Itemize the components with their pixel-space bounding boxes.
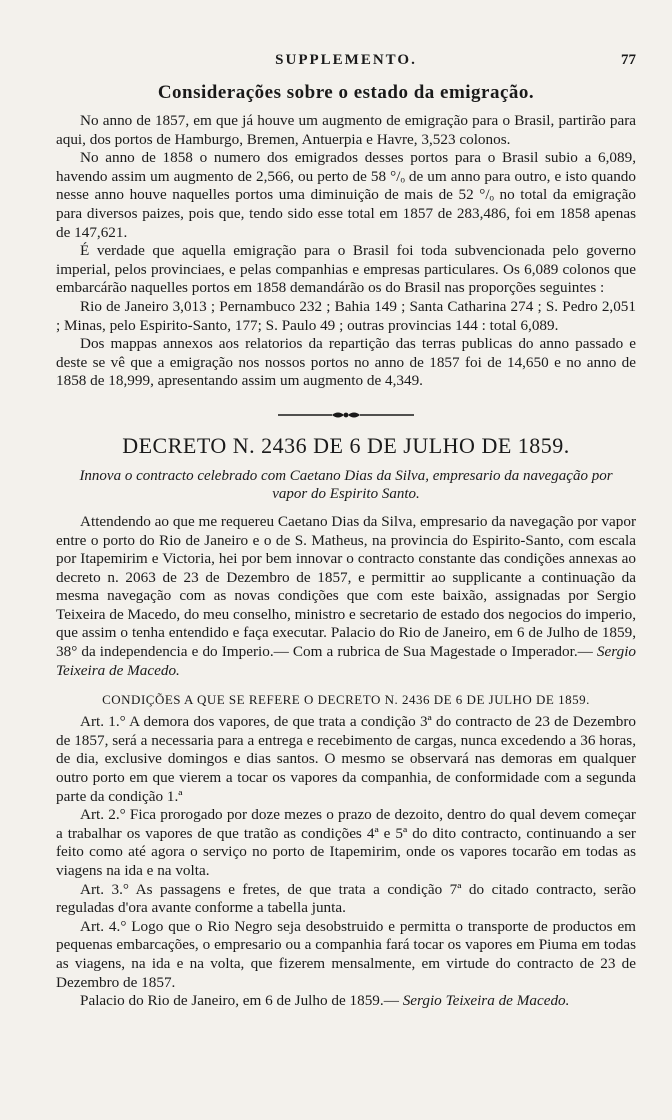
running-title: SUPPLEMENTO. [275,52,417,68]
article-2: Art. 2.° Fica prorogado por doze mezes o prazo de dezoito, dentro do qual devem começar a trabalhar os vapores de que tratão as condições 4ª e 5ª do dito contracto, continuando a ser feito como até agora o serviço no porto de Itapemirim, onde os vapores tocarão em todas as viagens na ida e na volta. [56,806,636,879]
emigration-paragraph-4: Rio de Janeiro 3,013 ; Pernambuco 232 ; Bahia 149 ; Santa Catharina 274 ; S. Pedro 2,051 ; Minas, pelo Espirito-Santo, 177; S. Paulo 49 ; outras provincias 144 : total 6,089. [56,297,636,334]
running-head [56,52,636,78]
decree-body [56,513,636,680]
emigration-paragraph-1: No anno de 1857, em que já houve um augmento de emigração para o Brasil, partirão para aqui, dos portos de Hamburgo, Bremen, Antuerpia e Havre, 3,523 colonos. [56,112,636,148]
decree-signature: Sergio Teixeira de Macedo. [56,643,637,679]
decree-body-text: Attendendo ao que me requereu Caetano Dias da Silva, empresario da navegação por vapor entre o porto do Rio de Janeiro e o de S. Matheus, na provincia do Espirito-Santo, com escala por Itapemirim e Victoria, hei por bem innovar o contracto constante das condições annexas ao decreto n. 2063 de 23 de Dezembro de 1857, e permittir ao supplicante a continuação da mesma navegação com as novas condições que com este baixão, assignadas por Sergio Teixeira de Macedo, do meu conselho, ministro e secretario de estado dos negocios do imperio, que assim o tenha entendido e faça executar. Palacio do Rio de Janeiro, em 6 de Julho de 1859, 38° da independencia e do Imperio.— Com a rubrica de Sua Magestade o Imperador.— [56,512,636,661]
closing-text: Palacio do Rio de Janeiro, em 6 de Julho de 1859.— [80,992,399,1010]
conditions-heading: CONDIÇÕES A QUE SE REFERE O DECRETO N. 2436 DE 6 DE JULHO DE 1859. [102,692,590,708]
decree-title: DECRETO N. 2436 DE 6 DE JULHO DE 1859. [122,432,570,458]
decree-summary: Innova o contracto celebrado com Caetano Dias da Silva, empresario da navegação por vapor do Espirito Santo. [79,467,613,502]
section-title: Considerações sobre o estado da emigração. [157,82,535,103]
closing-paragraph [56,992,636,1011]
article-4: Art. 4.° Logo que o Rio Negro seja desobstruido e permitta o transporte de productos em pequenas embarcações, o empresario ou a companhia fará tocar os vapores em Piuma em todas as viagens, na ida e na volta, que fizerem mensalmente, em virtude do contracto de 23 de Dezembro de 1857. [56,917,636,991]
emigration-paragraph-3: É verdade que aquella emigração para o Brasil foi toda subvencionada pelo governo imperial, pelos provinciaes, e pelas companhias e empresas particulares. Os 6,089 colonos que embarcárão naquelles portos em 1858 demandárão os do Brasil nas proporções seguintes : [56,242,636,297]
page-number: 77 [621,52,636,68]
article-3: Art. 3.° As passagens e fretes, de que trata a condição 7ª do citado contracto, serão reguladas d'ora avante conforme a tabella junta. [56,880,636,917]
ornament-divider [56,407,636,425]
emigration-paragraph-2: No anno de 1858 o numero dos emigrados desses portos para o Brasil subio a 6,089, havendo assim um augmento de 2,566, ou perto de 58 °/ₒ de um anno para outro, e isto quando nesse anno houve naquelles portos uma diminuição de mais de 52 °/ₒ no total da emigração para diversos paizes, pois que, tendo sido esse total em 1857 de 283,486, foi em 1858 apenas de 147,621. [56,149,636,241]
closing-signature: Sergio Teixeira de Macedo. [402,992,570,1010]
ornament-rule-icon [276,410,416,420]
emigration-paragraph-5: Dos mappas annexos aos relatorios da repartição das terras publicas do anno passado e deste se vê que a emigração nos nossos portos no anno de 1857 foi de 14,650 e no anno de 1858 de 18,999, apresentando assim um augmento de 4,349. [56,335,636,390]
article-1: Art. 1.° A demora dos vapores, de que trata a condição 3ª do contracto de 23 de Dezembro de 1857, será a necessaria para a entrega e recebimento de cargas, nunca excedendo a 36 horas, de dia, exclusive domingos e dias santos. O mesmo se observará nas demoras em qualquer outro porto em que vierem a tocar os vapores da companhia, de conformidade com a segunda parte da condição 1.ª [56,713,636,805]
